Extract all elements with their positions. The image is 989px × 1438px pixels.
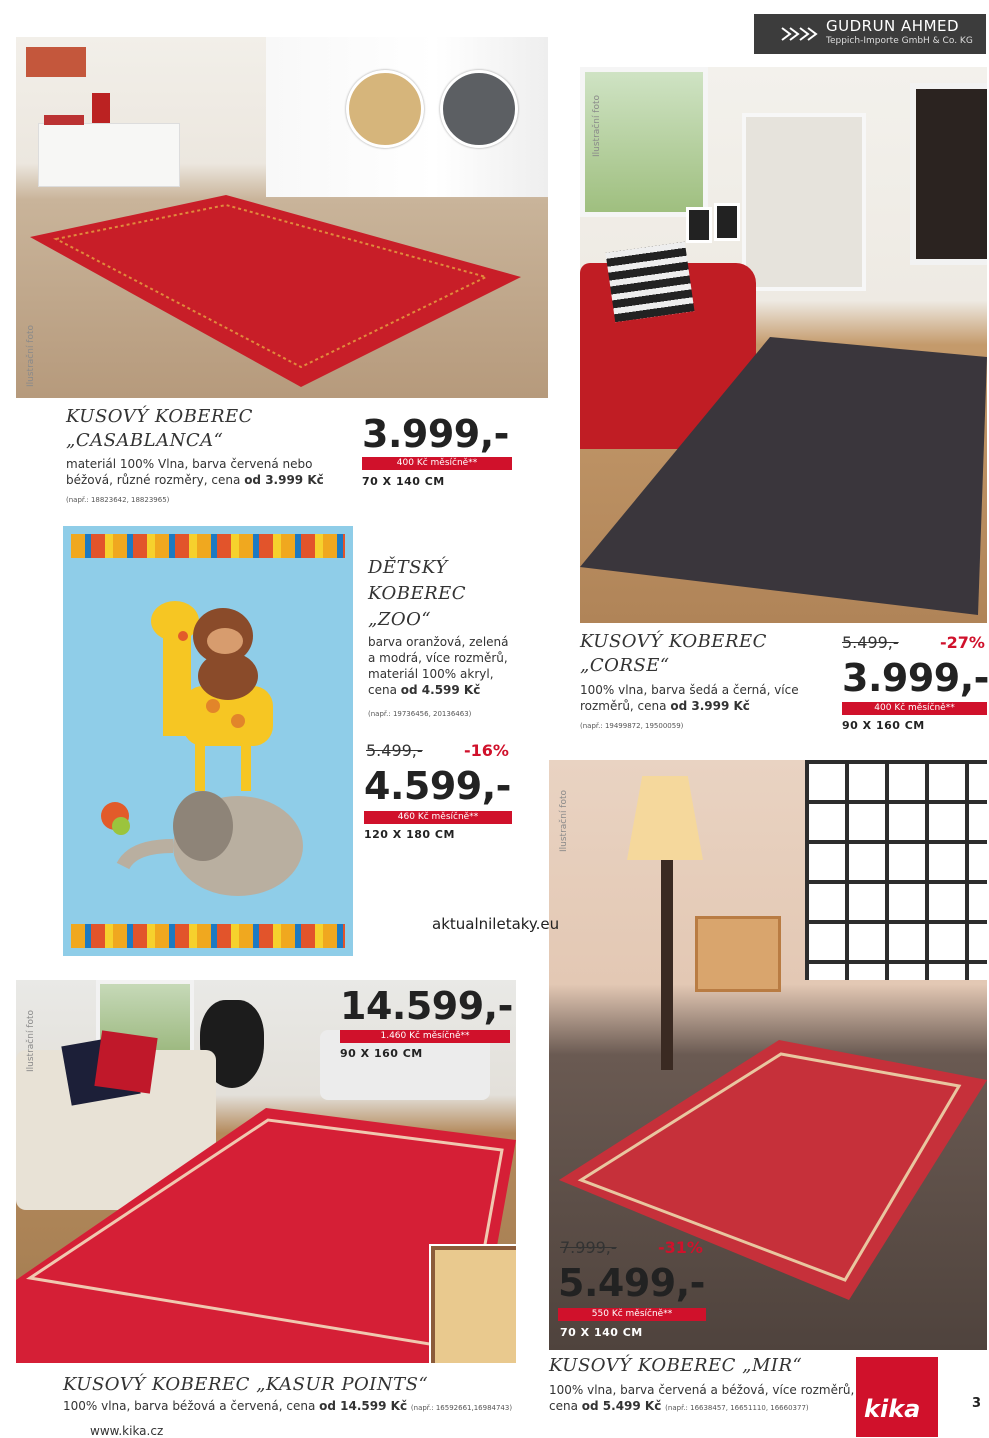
zoo-title-line1: DĚTSKÝ <box>368 557 448 578</box>
kasur-description: 100% vlna, barva béžová a červená, cena od 14.599 Kč (např.: 16592661,16984743) <box>63 1399 513 1413</box>
brand-subtitle: Teppich-Importe GmbH & Co. KG <box>826 36 973 46</box>
casablanca-title-line2: „CASABLANCA“ <box>66 430 224 451</box>
kasur-monthly: 1.460 Kč měsíčně** <box>340 1030 510 1043</box>
mir-description-line2: cena od 5.499 Kč (např.: 16638457, 16651110, 16660377) <box>549 1399 809 1413</box>
corse-discount: -27% <box>940 633 985 652</box>
corse-description: 100% vlna, barva šedá a černá, více rozměrů, cena od 3.999 Kč <box>580 683 799 713</box>
zoo-discount: -16% <box>464 741 509 760</box>
mir-title: KUSOVÝ KOBEREC „MIR“ <box>549 1355 803 1376</box>
zoo-monthly: 460 Kč měsíčně** <box>364 811 512 824</box>
mir-codes: (např.: 16638457, 16651110, 16660377) <box>665 1404 809 1412</box>
website-link[interactable]: www.kika.cz <box>90 1424 164 1438</box>
beige-swatch-image <box>346 70 424 148</box>
mir-description-line1: 100% vlna, barva červená a béžová, více rozměrů, <box>549 1383 855 1397</box>
casablanca-size: 70 X 140 CM <box>362 475 445 488</box>
corse-old-price: 5.499,- <box>842 633 899 652</box>
corse-monthly: 400 Kč měsíčně** <box>842 702 987 715</box>
mir-price: 5.499,- <box>558 1261 705 1305</box>
page-number: 3 <box>972 1396 982 1411</box>
kasur-beige-inset-image <box>431 1246 516 1363</box>
mir-size: 70 X 140 CM <box>560 1326 643 1339</box>
illustration-label: Ilustrační foto <box>26 324 36 387</box>
zoo-old-price: 5.499,- <box>366 741 423 760</box>
kika-logo-text: kika <box>864 1395 921 1423</box>
grey-swatch-image <box>440 70 518 148</box>
kasur-codes: (např.: 16592661,16984743) <box>410 1404 513 1412</box>
illustration-label: Ilustrační foto <box>592 94 602 157</box>
kasur-size: 90 X 160 CM <box>340 1047 423 1060</box>
zoo-price: 4.599,- <box>364 764 511 808</box>
brand-header <box>754 14 986 54</box>
corse-codes: (např.: 19499872, 19500059) <box>580 722 684 730</box>
corse-size: 90 X 160 CM <box>842 719 925 732</box>
brand-name: GUDRUN AHMED <box>826 17 960 35</box>
zoo-title-line3: „ZOO“ <box>368 609 432 630</box>
corse-price: 3.999,- <box>842 656 989 700</box>
mir-discount: -31% <box>658 1238 703 1257</box>
corse-photo <box>580 67 987 623</box>
zoo-description: barva oranžová, zelená a modrá, více rozměrů, materiál 100% akryl, cena od 4.599 Kč <box>368 635 509 697</box>
kasur-title: KUSOVÝ KOBEREC „KASUR POINTS“ <box>63 1374 429 1395</box>
casablanca-photo <box>16 37 548 398</box>
corse-title-line1: KUSOVÝ KOBEREC <box>580 631 767 652</box>
casablanca-price: 3.999,- <box>362 412 509 456</box>
illustration-label: Ilustrační foto <box>559 789 569 852</box>
mir-old-price: 7.999,- <box>560 1238 617 1257</box>
corse-rug-image <box>580 67 987 623</box>
mir-monthly: 550 Kč měsíčně** <box>558 1308 706 1321</box>
casablanca-title-line1: KUSOVÝ KOBEREC <box>66 406 253 427</box>
corse-title-line2: „CORSE“ <box>580 655 670 676</box>
casablanca-codes: (např.: 18823642, 18823965) <box>66 496 170 504</box>
watermark-text: aktualniletaky.eu <box>432 915 560 933</box>
kasur-price: 14.599,- <box>340 984 513 1028</box>
zoo-rug-image <box>63 526 353 956</box>
illustration-label: Ilustrační foto <box>26 1009 36 1072</box>
brand-logo-icon <box>780 22 818 46</box>
casablanca-monthly: 400 Kč měsíčně** <box>362 457 512 470</box>
zoo-size: 120 X 180 CM <box>364 828 455 841</box>
kika-logo <box>856 1357 938 1437</box>
zoo-title-line2: KOBEREC <box>368 583 467 604</box>
casablanca-description: materiál 100% Vlna, barva červená nebo béžová, různé rozměry, cena od 3.999 Kč <box>66 457 324 487</box>
zoo-codes: (např.: 19736456, 20136463) <box>368 710 472 718</box>
